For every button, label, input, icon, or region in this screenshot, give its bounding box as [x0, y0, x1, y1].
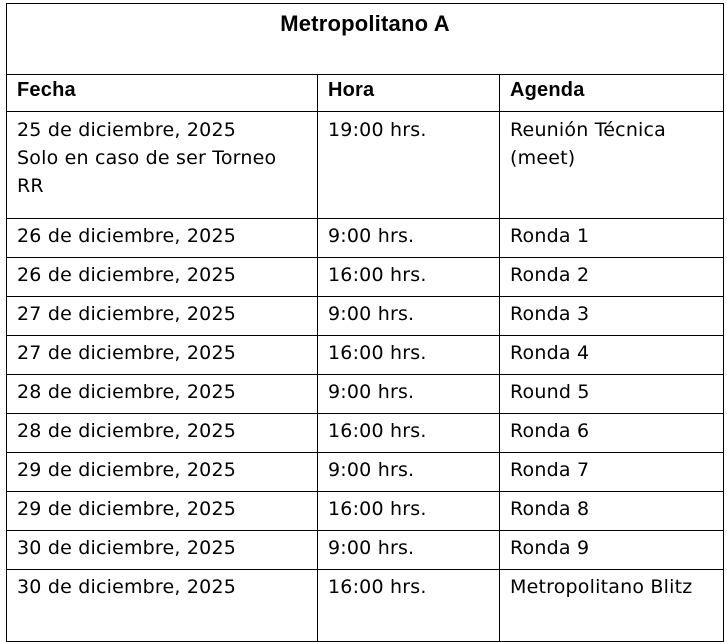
agenda-line: (meet)	[510, 147, 576, 169]
agenda-line: Reunión Técnica	[510, 119, 667, 141]
fecha-line: 25 de diciembre, 2025	[17, 119, 237, 141]
cell-hora: 9:00 hrs.	[318, 219, 500, 258]
cell-hora: 9:00 hrs.	[318, 375, 500, 414]
schedule-table	[6, 3, 724, 642]
table-row	[7, 297, 724, 336]
cell-fecha: 30 de diciembre, 2025	[7, 531, 318, 570]
cell-agenda	[500, 112, 724, 219]
cell-agenda: Ronda 9	[500, 531, 724, 570]
table-row	[7, 570, 724, 642]
cell-fecha: 26 de diciembre, 2025	[7, 219, 318, 258]
cell-fecha	[7, 112, 318, 219]
cell-agenda: Ronda 3	[500, 297, 724, 336]
cell-fecha: 27 de diciembre, 2025	[7, 336, 318, 375]
table-row	[7, 219, 724, 258]
header-fecha: Fecha	[7, 75, 318, 112]
cell-fecha: 29 de diciembre, 2025	[7, 453, 318, 492]
cell-hora: 16:00 hrs.	[318, 492, 500, 531]
cell-agenda: Ronda 2	[500, 258, 724, 297]
cell-agenda: Round 5	[500, 375, 724, 414]
cell-hora: 19:00 hrs.	[318, 112, 500, 219]
cell-hora: 16:00 hrs.	[318, 570, 500, 642]
cell-agenda: Metropolitano Blitz	[500, 570, 724, 642]
cell-agenda: Ronda 4	[500, 336, 724, 375]
fecha-note-line: RR	[17, 175, 44, 197]
table-row	[7, 258, 724, 297]
cell-fecha: 27 de diciembre, 2025	[7, 297, 318, 336]
title-row	[7, 4, 724, 75]
table-row	[7, 414, 724, 453]
table-row	[7, 375, 724, 414]
cell-hora: 16:00 hrs.	[318, 336, 500, 375]
cell-fecha: 29 de diciembre, 2025	[7, 492, 318, 531]
cell-fecha: 26 de diciembre, 2025	[7, 258, 318, 297]
table-row	[7, 112, 724, 219]
cell-fecha: 30 de diciembre, 2025	[7, 570, 318, 642]
fecha-note-line: Solo en caso de ser Torneo	[17, 147, 277, 169]
table-row	[7, 336, 724, 375]
cell-agenda: Ronda 6	[500, 414, 724, 453]
cell-fecha: 28 de diciembre, 2025	[7, 375, 318, 414]
cell-hora: 9:00 hrs.	[318, 453, 500, 492]
table-row	[7, 453, 724, 492]
cell-agenda: Ronda 7	[500, 453, 724, 492]
cell-fecha: 28 de diciembre, 2025	[7, 414, 318, 453]
cell-hora: 9:00 hrs.	[318, 531, 500, 570]
table-row	[7, 531, 724, 570]
cell-agenda: Ronda 1	[500, 219, 724, 258]
cell-hora: 16:00 hrs.	[318, 258, 500, 297]
table-title: Metropolitano A	[7, 4, 724, 75]
table-row	[7, 492, 724, 531]
header-agenda: Agenda	[500, 75, 724, 112]
header-row	[7, 75, 724, 112]
cell-hora: 9:00 hrs.	[318, 297, 500, 336]
cell-hora: 16:00 hrs.	[318, 414, 500, 453]
cell-agenda: Ronda 8	[500, 492, 724, 531]
header-hora: Hora	[318, 75, 500, 112]
